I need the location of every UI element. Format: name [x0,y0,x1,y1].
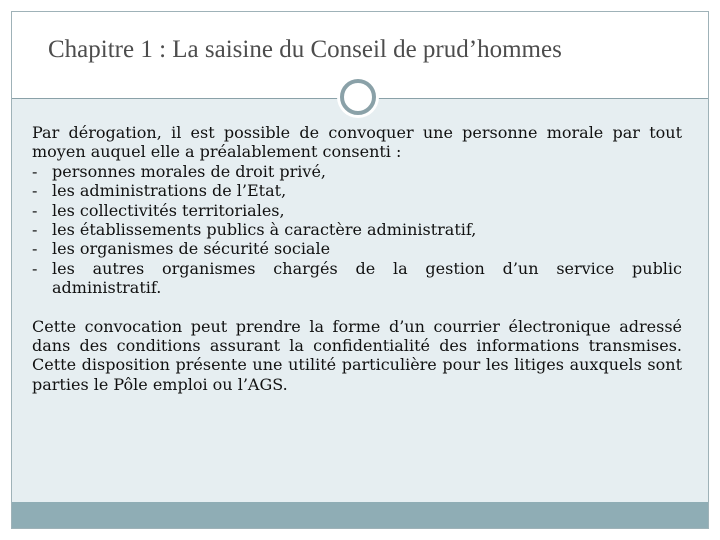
slide-title: Chapitre 1 : La saisine du Conseil de prud’hommes [48,36,562,63]
intro-paragraph: Par dérogation, il est possible de convoquer une personne morale par tout moyen auquel elle a préalablement consenti : [32,123,682,162]
list-item: - les organismes de sécurité sociale [32,239,682,258]
second-paragraph: Cette convocation peut prendre la forme d’un courrier électronique adressé dans des conditions assurant la confidentialité des informations transmises. Cette disposition présente une utilité particulière pour les litiges auxquels sont parties le Pôle emploi ou l’AGS. [32,316,682,394]
list-item: - les établissements publics à caractère administratif, [32,220,682,239]
footer-band [12,502,708,528]
list-item: - les administrations de l’Etat, [32,181,682,200]
list-item: - les autres organismes chargés de la gestion d’un service public administratif. [32,259,682,298]
slide-body [32,123,682,394]
list-item: - les collectivités territoriales, [32,201,682,220]
divider-ring-icon [340,79,376,115]
list-item: - personnes morales de droit privé, [32,162,682,181]
bullet-list [32,162,682,298]
